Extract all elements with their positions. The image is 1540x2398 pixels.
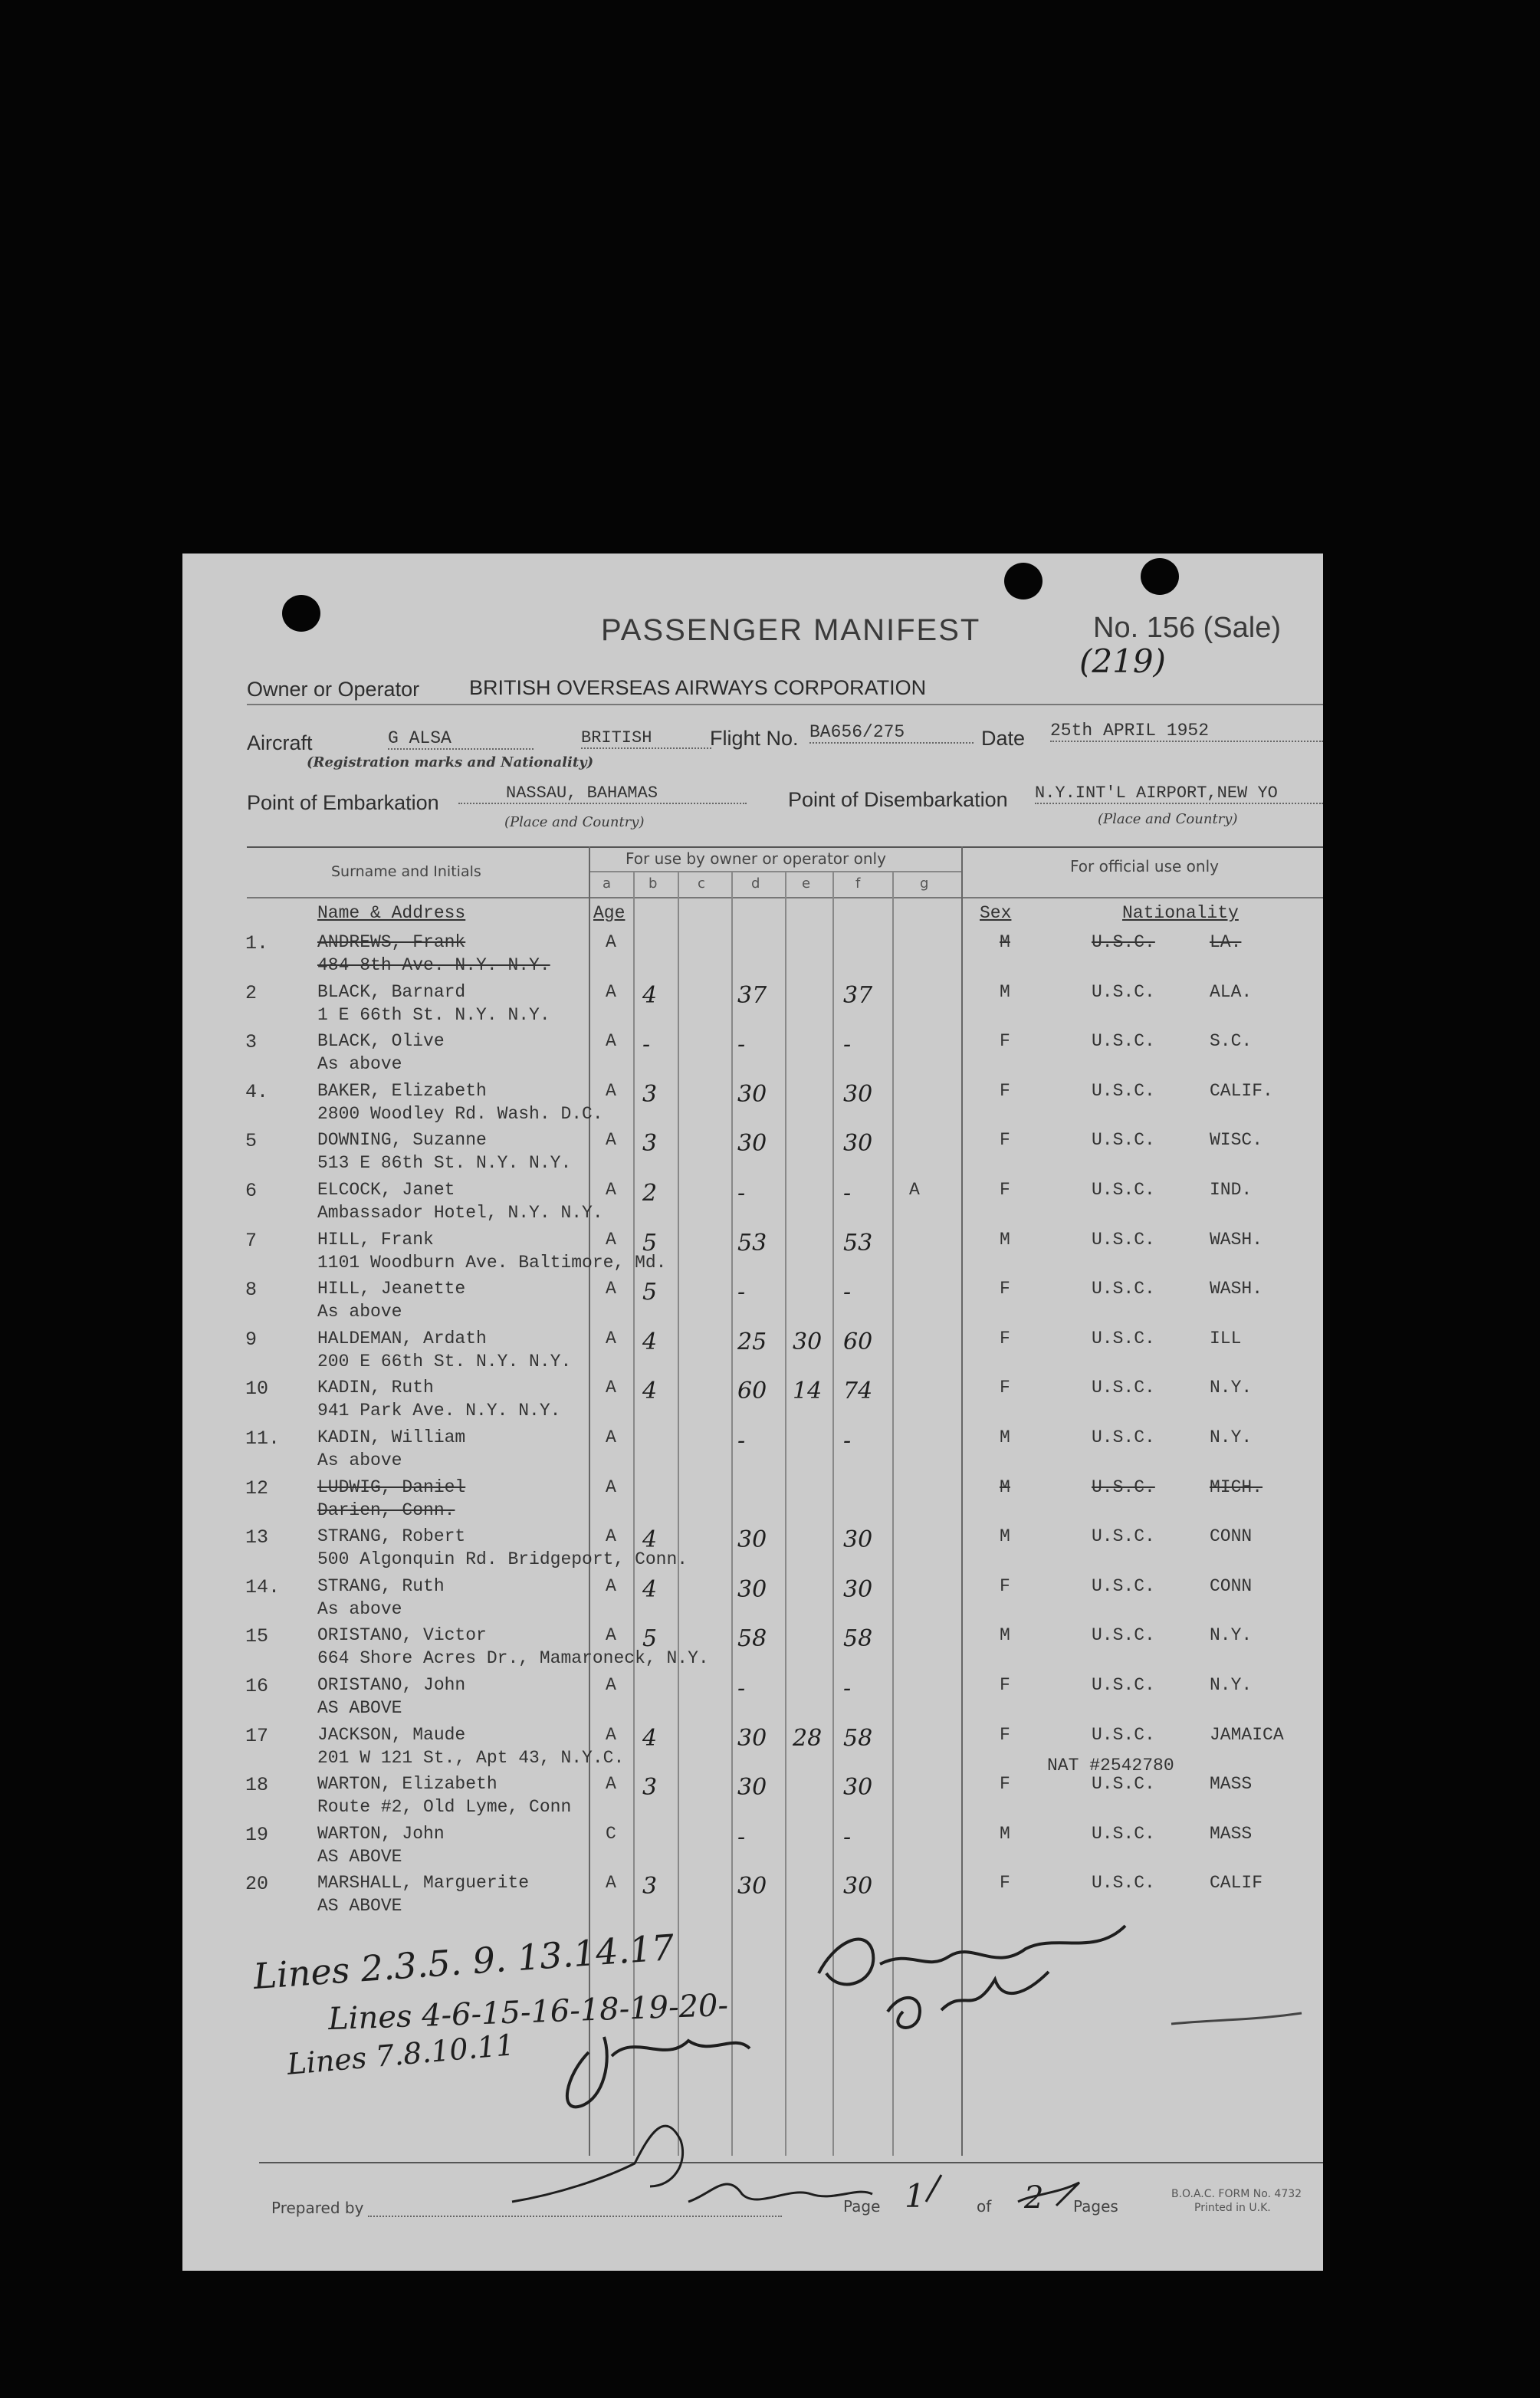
nationality-value: U.S.C. [1092,1180,1155,1200]
passenger-address: 1101 Woodburn Ave. Baltimore, Md. [317,1252,667,1273]
row-number: 10 [245,1378,269,1401]
col-f-value: 30 [843,1526,873,1554]
col-f-value: - [843,1031,852,1059]
passenger-name: JACKSON, Maude [317,1724,466,1745]
nationality-value: U.S.C. [1092,1774,1155,1795]
col-e-value: 28 [793,1724,823,1752]
row-number: 18 [245,1774,269,1797]
nationality-value: U.S.C. [1092,1130,1155,1151]
sex-value: M [1000,1477,1010,1497]
age-code: A [606,1031,616,1052]
date-label: Date [981,727,1026,750]
col-g-value: A [909,1180,920,1200]
passenger-address: 201 W 121 St., Apt 43, N.Y.C. [317,1747,625,1768]
age-code: A [606,1378,616,1398]
nationality-value: U.S.C. [1092,1724,1155,1745]
passenger-name: ORISTANO, Victor [317,1625,487,1646]
col-b-value: 4 [642,1378,658,1405]
col-f-value: 30 [843,1873,873,1900]
passenger-name: WARTON, John [317,1823,445,1844]
sex-value: M [1000,1625,1010,1646]
col-d-value: 30 [737,1130,767,1158]
nationality-value: U.S.C. [1092,1575,1155,1596]
col-f-value: - [843,1675,852,1702]
manifest-sheet [182,554,1323,2271]
disembark-value: N.Y.INT'L AIRPORT,NEW YO [1035,783,1323,804]
age-code: A [606,1575,616,1596]
aircraft-value: G ALSA [388,728,534,750]
col-d-value: 37 [737,981,767,1009]
column-letter-d: d [751,875,760,892]
col-b-value: 5 [642,1279,658,1306]
of-label: of [977,2197,992,2216]
col-d-value: 60 [737,1378,767,1405]
age-code: A [606,1477,616,1497]
form-number-footer: B.O.A.C. FORM No. 4732 [1171,2188,1302,2200]
col-d-value: - [737,1427,746,1454]
nationality-value: U.S.C. [1092,1279,1155,1299]
sex-value: M [1000,932,1010,952]
state-value: N.Y. [1210,1675,1253,1695]
passenger-name: ANDREWS, Frank [317,932,466,952]
sex-value: F [1000,1279,1010,1299]
sex-value: M [1000,981,1010,1002]
state-value: WISC. [1210,1130,1263,1151]
passenger-address: Ambassador Hotel, N.Y. N.Y. [317,1203,603,1223]
column-letter-b: b [649,875,658,892]
col-f-value: - [843,1279,852,1306]
state-value: ALA. [1210,981,1253,1002]
embark-caption: (Place and Country) [504,814,645,830]
sex-value: F [1000,1130,1010,1151]
flight-label: Flight No. [710,727,799,750]
page-label: Page [843,2197,881,2216]
row-number: 20 [245,1873,269,1896]
col-b-value: 4 [642,981,658,1009]
nationality-value: U.S.C. [1092,1378,1155,1398]
nationality-value: U.S.C. [1092,1427,1155,1447]
passenger-name: KADIN, Ruth [317,1378,434,1398]
annotation-line-1: Lines 2.3.5. 9. 13.14.17 [251,1926,676,1998]
passenger-name: WARTON, Elizabeth [317,1774,497,1795]
nationality-value: U.S.C. [1092,1229,1155,1250]
signatures [182,554,1323,2271]
passenger-name: BLACK, Olive [317,1031,445,1052]
state-value: CONN [1210,1575,1253,1596]
col-f-value: 53 [843,1229,873,1256]
passenger-name: MARSHALL, Marguerite [317,1873,530,1894]
passenger-name: ELCOCK, Janet [317,1180,455,1200]
col-d-value: 25 [737,1328,767,1355]
col-b-value: 3 [642,1080,658,1108]
nationality-value: U.S.C. [1092,981,1155,1002]
state-value: N.Y. [1210,1625,1253,1646]
col-d-value: - [737,1823,746,1851]
row-number: 5 [245,1130,258,1153]
col-b-value: 3 [642,1873,658,1900]
row-number: 12 [245,1477,269,1500]
disembark-caption: (Place and Country) [1098,811,1238,827]
row-number: 15 [245,1625,269,1648]
col-d-value: - [737,1675,746,1702]
passenger-address: As above [317,1598,402,1619]
passenger-name: HILL, Jeanette [317,1279,466,1299]
state-value: JAMAICA [1210,1724,1284,1745]
age-column-header: Age [593,903,626,923]
row-number: 3 [245,1031,258,1054]
state-value: CALIF. [1210,1080,1273,1101]
column-letter-f: f [855,875,861,892]
prepared-by-line [368,2216,782,2217]
embark-label: Point of Embarkation [247,791,439,814]
passenger-address: 664 Shore Acres Dr., Mamaroneck, N.Y. [317,1648,709,1669]
state-value: MASS [1210,1774,1253,1795]
state-value: MASS [1210,1823,1253,1844]
nationality-value: U.S.C. [1092,1080,1155,1101]
column-letter-c: c [698,875,705,892]
age-code: A [606,981,616,1002]
col-b-value: 4 [642,1526,658,1554]
state-value: S.C. [1210,1031,1253,1052]
col-f-value: 60 [843,1328,873,1355]
passenger-address: Route #2, Old Lyme, Conn [317,1797,572,1818]
passenger-name: HILL, Frank [317,1229,434,1250]
nationality-column-header: Nationality [1122,903,1239,923]
nationality-value: U.S.C. [1092,1823,1155,1844]
date-value: 25th APRIL 1952 [1050,721,1323,742]
passenger-address: 200 E 66th St. N.Y. N.Y. [317,1351,572,1371]
state-value: WASH. [1210,1279,1263,1299]
row-number: 17 [245,1724,269,1747]
col-f-value: 30 [843,1080,873,1108]
age-code: A [606,1724,616,1745]
col-d-value: 58 [737,1625,767,1653]
column-letter-a: a [603,875,612,892]
passenger-address: Darien, Conn. [317,1500,455,1520]
col-d-value: - [737,1180,746,1207]
col-d-value: 53 [737,1229,767,1256]
passenger-address: As above [317,1302,402,1322]
col-f-value: - [843,1823,852,1851]
sex-value: F [1000,1873,1010,1894]
col-d-value: 30 [737,1873,767,1900]
state-value: ILL [1210,1328,1242,1348]
age-code: A [606,1180,616,1200]
aircraft-label: Aircraft [247,731,313,754]
handwritten-number: (219) [1079,642,1166,680]
column-letter-e: e [802,875,811,892]
sex-value: M [1000,1526,1010,1547]
col-f-value: 58 [843,1724,873,1752]
sex-value: F [1000,1575,1010,1596]
nationality-value: U.S.C. [1092,932,1155,952]
nationality-value: U.S.C. [1092,1675,1155,1695]
col-b-value: 2 [642,1180,658,1207]
sex-value: M [1000,1229,1010,1250]
col-d-value: 30 [737,1774,767,1802]
col-d-value: 30 [737,1526,767,1554]
nationality-value: U.S.C. [1092,1328,1155,1348]
annotation-line-2: Lines 4-6-15-16-18-19-20- [327,1987,729,2038]
annotation-line-3: Lines 7.8.10.11 [285,2028,516,2081]
sex-column-header: Sex [980,903,1012,923]
passenger-address: 500 Algonquin Rd. Bridgeport, Conn. [317,1549,688,1570]
col-b-value: 5 [642,1229,658,1256]
col-f-value: 30 [843,1774,873,1802]
state-value: CALIF [1210,1873,1263,1894]
col-e-value: 30 [793,1328,823,1355]
aircraft-nationality: BRITISH [581,728,711,749]
state-value: N.Y. [1210,1427,1253,1447]
owner-use-header: For use by owner or operator only [626,849,886,868]
row-number: 19 [245,1823,269,1846]
age-code: A [606,1526,616,1547]
passenger-name: DOWNING, Suzanne [317,1130,487,1151]
row-number: 14. [245,1575,281,1598]
row-number: 11. [245,1427,281,1450]
aircraft-caption: (Registration marks and Nationality) [307,754,594,770]
nationality-value: U.S.C. [1092,1526,1155,1547]
age-code: A [606,1279,616,1299]
col-b-value: 3 [642,1774,658,1802]
row-number: 9 [245,1328,258,1351]
col-d-value: 30 [737,1080,767,1108]
sex-value: F [1000,1724,1010,1745]
col-f-value: - [843,1180,852,1207]
sex-value: F [1000,1031,1010,1052]
nationality-value: U.S.C. [1092,1477,1155,1497]
age-code: A [606,1675,616,1695]
name-column-header: Name & Address [317,903,466,923]
sex-value: F [1000,1080,1010,1101]
col-d-value: 30 [737,1575,767,1603]
disembark-label: Point of Disembarkation [788,788,1008,811]
row-number: 13 [245,1526,269,1549]
form-number: No. 156 (Sale) [1093,612,1282,644]
col-d-value: - [737,1031,746,1059]
state-value: CONN [1210,1526,1253,1547]
age-code: A [606,1229,616,1250]
col-b-value: 4 [642,1328,658,1355]
age-code: A [606,1625,616,1646]
passenger-name: HALDEMAN, Ardath [317,1328,487,1348]
prepared-by-label: Prepared by [271,2199,364,2217]
form-title: PASSENGER MANIFEST [601,613,981,647]
surname-header: Surname and Initials [331,863,481,880]
age-code: A [606,1873,616,1894]
row-number: 8 [245,1279,258,1302]
sex-value: F [1000,1328,1010,1348]
age-code: A [606,1774,616,1795]
sex-value: F [1000,1180,1010,1200]
row-number: 6 [245,1180,258,1202]
col-f-value: 30 [843,1130,873,1158]
row-number: 1. [245,932,269,954]
age-code: A [606,1328,616,1348]
col-b-value: 5 [642,1625,658,1653]
passenger-name: STRANG, Robert [317,1526,466,1547]
col-d-value: - [737,1279,746,1306]
col-f-value: 58 [843,1625,873,1653]
nationality-value: U.S.C. [1092,1873,1155,1894]
col-d-value: 30 [737,1724,767,1752]
passenger-address: 941 Park Ave. N.Y. N.Y. [317,1401,561,1421]
passenger-name: LUDWIG, Daniel [317,1477,466,1497]
passenger-address: AS ABOVE [317,1846,402,1867]
page-total: 2 [1024,2180,1044,2216]
row-number: 4. [245,1080,269,1103]
nationality-value: U.S.C. [1092,1625,1155,1646]
sex-value: M [1000,1823,1010,1844]
passenger-name: BLACK, Barnard [317,981,466,1002]
official-use-header: For official use only [1070,857,1219,875]
col-f-value: 74 [843,1378,873,1405]
col-f-value: 30 [843,1575,873,1603]
printed-in: Printed in U.K. [1194,2202,1271,2214]
sex-value: F [1000,1675,1010,1695]
pages-label: Pages [1073,2197,1118,2216]
col-b-value: 3 [642,1130,658,1158]
state-value: N.Y. [1210,1378,1253,1398]
age-code: C [606,1823,616,1844]
passenger-address: As above [317,1054,402,1075]
sex-value: F [1000,1378,1010,1398]
passenger-name: ORISTANO, John [317,1675,466,1695]
passenger-address: As above [317,1450,402,1470]
passenger-address: 1 E 66th St. N.Y. N.Y. [317,1004,550,1025]
age-code: A [606,932,616,952]
col-b-value: 4 [642,1724,658,1752]
page-number: 1 [905,2177,925,2215]
row-number: 2 [245,981,258,1004]
state-value: MICH. [1210,1477,1263,1497]
nat-note: NAT #2542780 [1047,1756,1174,1776]
passenger-name: BAKER, Elizabeth [317,1080,487,1101]
col-b-value: 4 [642,1575,658,1603]
passenger-name: STRANG, Ruth [317,1575,445,1596]
embark-value: NASSAU, BAHAMAS [458,783,747,804]
state-value: IND. [1210,1180,1253,1200]
row-number: 7 [245,1229,258,1252]
col-e-value: 14 [793,1378,823,1405]
passenger-address: 2800 Woodley Rd. Wash. D.C. [317,1103,603,1124]
passenger-address: AS ABOVE [317,1698,402,1718]
state-value: LA. [1210,932,1242,952]
col-f-value: 37 [843,981,873,1009]
row-number: 16 [245,1675,269,1697]
sex-value: M [1000,1427,1010,1447]
nationality-value: U.S.C. [1092,1031,1155,1052]
age-code: A [606,1130,616,1151]
passenger-address: AS ABOVE [317,1896,402,1917]
column-letter-g: g [920,875,929,892]
col-f-value: - [843,1427,852,1454]
passenger-name: KADIN, William [317,1427,466,1447]
state-value: WASH. [1210,1229,1263,1250]
owner-value: BRITISH OVERSEAS AIRWAYS CORPORATION [469,676,927,699]
passenger-address: 484 8th Ave. N.Y. N.Y. [317,955,550,975]
owner-label: Owner or Operator [247,678,420,701]
sex-value: F [1000,1774,1010,1795]
flight-value: BA656/275 [809,722,974,744]
age-code: A [606,1080,616,1101]
age-code: A [606,1427,616,1447]
passenger-address: 513 E 86th St. N.Y. N.Y. [317,1153,572,1174]
col-b-value: - [642,1031,651,1059]
